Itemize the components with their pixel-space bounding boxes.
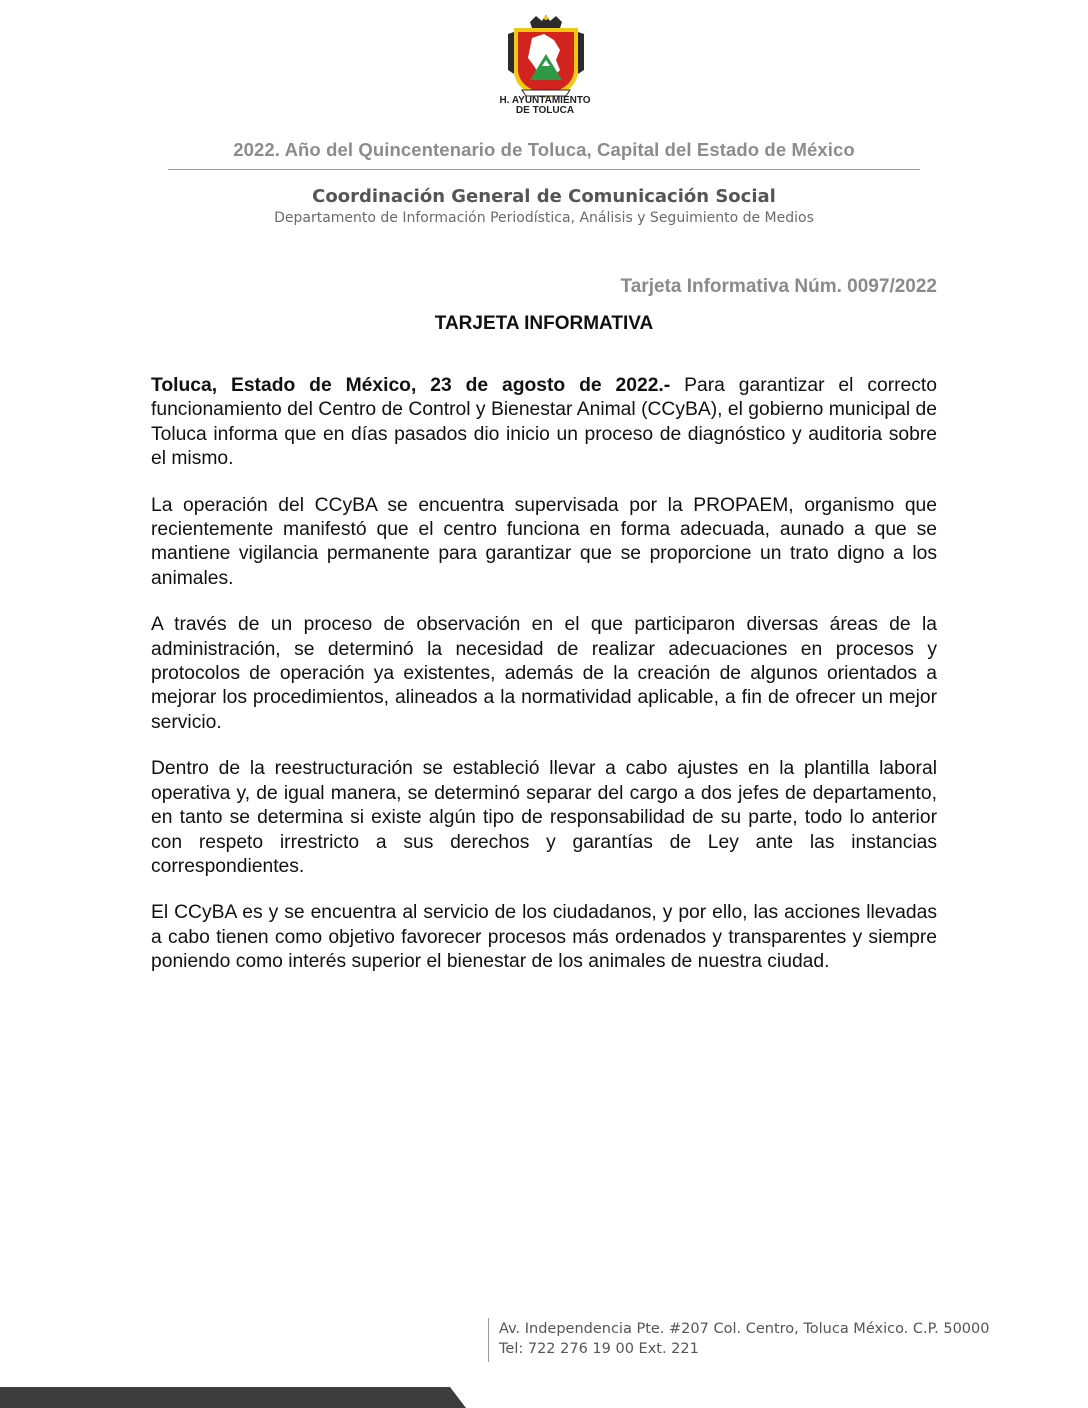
document-title: TARJETA INFORMATIVA	[434, 313, 654, 334]
logo-caption	[470, 96, 620, 116]
footer-address: Av. Independencia Pte. #207 Col. Centro, Toluca México. C.P. 50000	[499, 1321, 990, 1337]
dateline: Toluca, Estado de México, 23 de agosto de 2022.-	[151, 375, 671, 396]
logo-caption-line2: DE TOLUCA	[515, 105, 575, 116]
footer-decorative-bar	[0, 1387, 1088, 1408]
logo-caption-line1: H. AYUNTAMIENTO	[499, 95, 591, 106]
footer-phone: Tel: 722 276 19 00 Ext. 221	[499, 1341, 699, 1357]
year-banner: 2022. Año del Quincentenario de Toluca, Capital del Estado de México	[233, 139, 855, 160]
paragraph-2: La operación del CCyBA se encuentra supervisada por la PROPAEM, organismo que recientemente manifestó que el centro funciona en forma adecuada, aunado a que se mantiene vigilancia permanente para garantizar que se proporcione un trato digno a los animales.	[151, 494, 937, 589]
coordination-title: Coordinación General de Comunicación Social	[312, 186, 776, 207]
footer-divider	[488, 1318, 489, 1362]
paragraph-3: A través de un proceso de observación en el que participaron diversas áreas de la administración, se determinó la necesidad de realizar adecuaciones en procesos y protocolos de operación ya existentes, además de la creación de algunos orientados a mejorar los procedimientos, alineados a la normatividad aplicable, a fin de ofrecer un mejor servicio.	[151, 614, 937, 733]
card-number: Tarjeta Informativa Núm. 0097/2022	[620, 276, 937, 297]
paragraph-5: El CCyBA es y se encuentra al servicio de los ciudadanos, y por ello, las acciones llevadas a cabo tienen como objetivo favorecer procesos más ordenados y transparentes y siempre poniendo como interés superior el bienestar de los animales de nuestra ciudad.	[151, 902, 937, 973]
header-divider	[168, 169, 920, 170]
paragraph-1	[151, 374, 937, 472]
document-body	[151, 374, 937, 997]
paragraph-1-text: Para garantizar el correcto funcionamiento del Centro de Control y Bienestar Animal (CCyBA), el gobierno municipal de Toluca informa que en días pasados dio inicio un proceso de diagnóstico y auditoria sobre el mismo.	[151, 375, 937, 470]
department-title: Departamento de Información Periodística, Análisis y Seguimiento de Medios	[274, 210, 814, 226]
paragraph-4: Dentro de la reestructuración se estableció llevar a cabo ajustes en la plantilla laboral operativa y, de igual manera, se determinó separar del cargo a dos jefes de departamento, en tanto se determina si existe algún tipo de responsabilidad de su parte, todo lo anterior con respeto irrestricto a sus derechos y garantías de Ley ante las instancias correspondientes.	[151, 758, 937, 877]
